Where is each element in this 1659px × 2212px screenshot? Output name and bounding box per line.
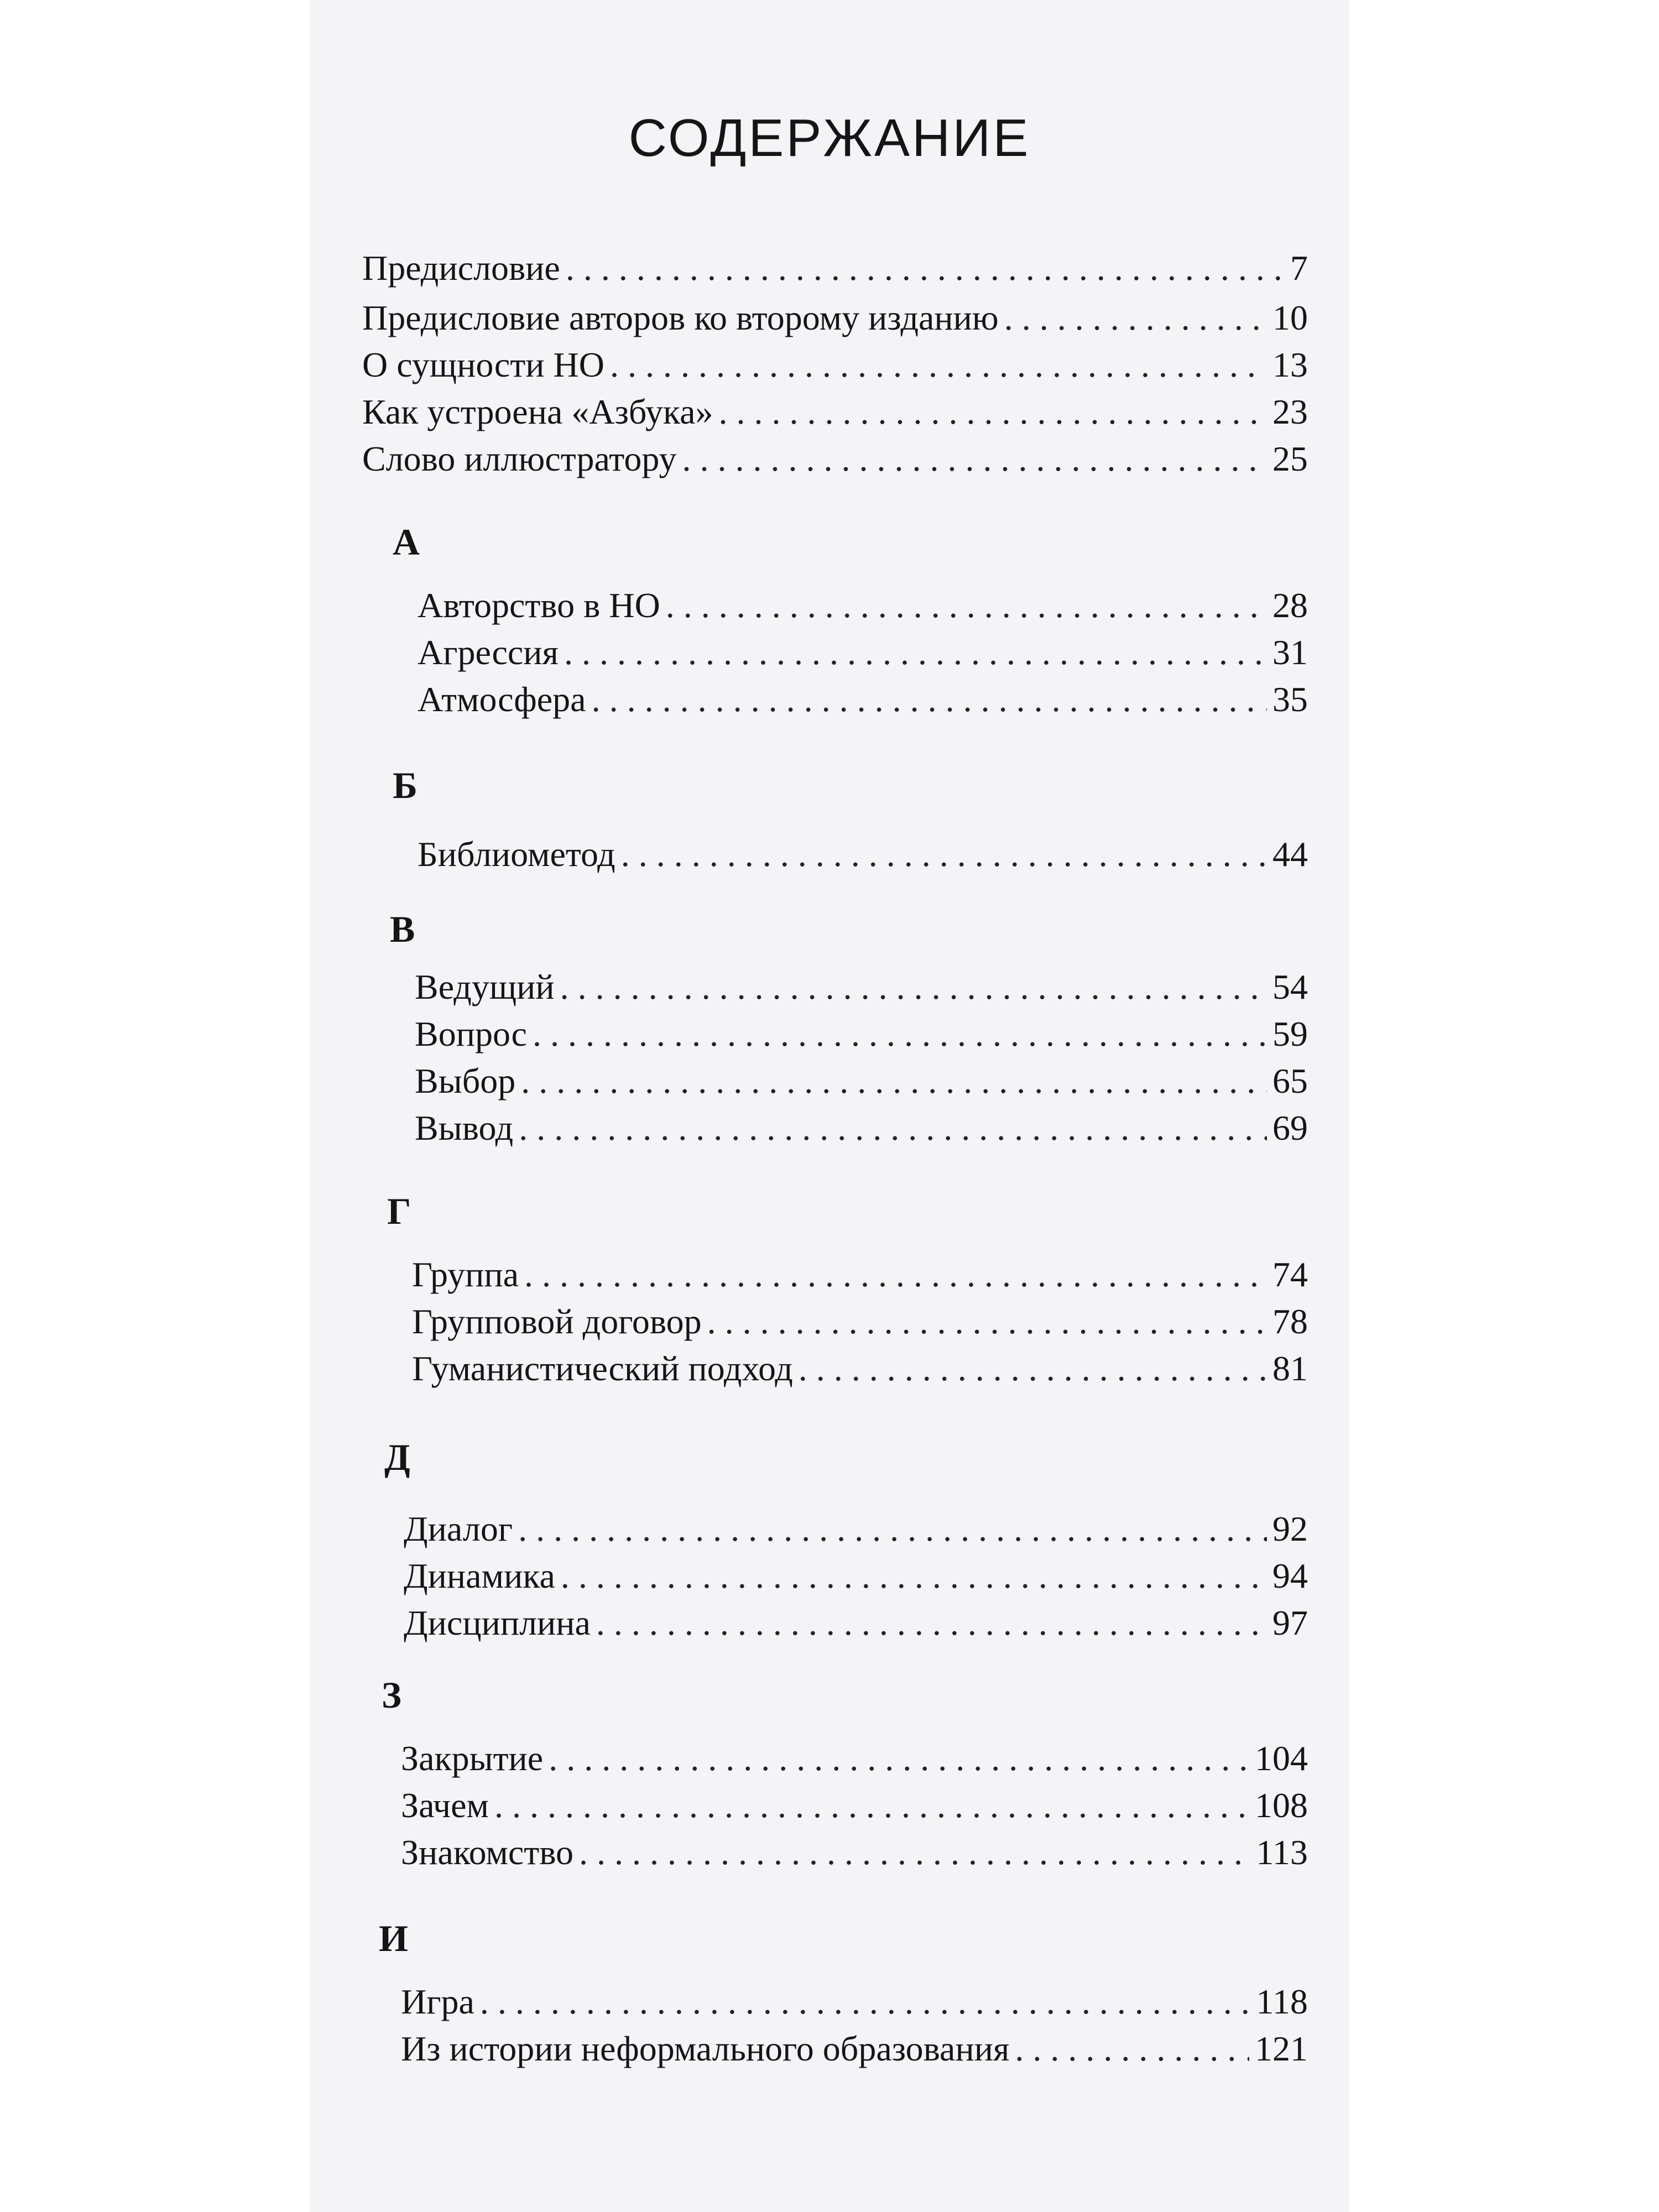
entry-label: Слово иллюстратору: [362, 439, 677, 478]
toc-entry: [401, 1736, 1308, 1781]
entry-page: 78: [1272, 1302, 1308, 1341]
dot-leader: [799, 1347, 1267, 1391]
section-letter: Г: [387, 1190, 411, 1232]
toc-entry: [404, 1507, 1308, 1551]
dot-leader: [1004, 296, 1267, 340]
dot-leader: [666, 583, 1267, 628]
entry-label: Библиометод: [418, 834, 615, 874]
entry-page: 108: [1255, 1786, 1308, 1825]
dot-leader: [494, 1783, 1249, 1828]
toc-entry: [401, 1830, 1308, 1875]
dot-leader: [518, 1507, 1267, 1551]
entry-page: 10: [1272, 298, 1308, 337]
entry-page: 113: [1256, 1833, 1308, 1872]
entry-page: 92: [1272, 1509, 1308, 1548]
dot-leader: [533, 1012, 1267, 1056]
dot-leader: [682, 437, 1267, 481]
section-letter: Б: [393, 764, 418, 806]
entry-label: Зачем: [401, 1786, 489, 1825]
entry-page: 94: [1272, 1556, 1308, 1595]
section-letter: А: [393, 521, 420, 563]
entry-page: 44: [1272, 834, 1308, 874]
toc-entry: [418, 832, 1308, 877]
dot-leader: [549, 1736, 1249, 1781]
dot-leader: [524, 1253, 1267, 1297]
dot-leader: [592, 677, 1267, 722]
toc-entry: [415, 1012, 1308, 1056]
entry-page: 69: [1272, 1108, 1308, 1147]
entry-page: 65: [1272, 1061, 1308, 1100]
toc-entry: [404, 1601, 1308, 1645]
toc-entry: [401, 1980, 1308, 2024]
entry-label: Знакомство: [401, 1833, 573, 1872]
entry-label: Групповой договор: [412, 1302, 702, 1341]
toc-entry: [401, 1783, 1308, 1828]
entry-label: Атмосфера: [418, 680, 586, 719]
toc-entry: [418, 630, 1308, 675]
entry-label: Дисциплина: [404, 1603, 591, 1642]
dot-leader: [621, 832, 1267, 877]
toc-entry: [362, 246, 1308, 290]
page-title: СОДЕРЖАНИЕ: [628, 108, 1031, 168]
entry-label: О сущности НО: [362, 345, 604, 384]
entry-page: 35: [1272, 680, 1308, 719]
entry-label: Закрытие: [401, 1739, 544, 1778]
toc-entry: [404, 1554, 1308, 1598]
entry-page: 13: [1272, 345, 1308, 384]
entry-page: 81: [1272, 1349, 1308, 1388]
toc-entry: [412, 1300, 1308, 1344]
entry-page: 97: [1272, 1603, 1308, 1642]
toc-entry: [412, 1253, 1308, 1297]
entry-label: Предисловие: [362, 248, 560, 288]
entry-page: 28: [1272, 586, 1308, 625]
dot-leader: [521, 1059, 1267, 1103]
entry-label: Диалог: [404, 1509, 513, 1548]
toc-entry: [401, 2027, 1308, 2071]
dot-leader: [610, 343, 1267, 387]
entry-label: Из истории неформального образования: [401, 2029, 1010, 2068]
section-letter: И: [379, 1917, 408, 1959]
toc-entry: [412, 1347, 1308, 1391]
dot-leader: [519, 1106, 1267, 1150]
dot-leader: [1015, 2027, 1249, 2071]
entry-label: Группа: [412, 1255, 519, 1294]
toc-entry: [415, 1106, 1308, 1150]
entry-page: 121: [1255, 2029, 1308, 2068]
toc-entry: [415, 965, 1308, 1009]
book-page: [310, 0, 1349, 2212]
entry-label: Гуманистический подход: [412, 1349, 793, 1388]
section-letter: Д: [384, 1436, 410, 1478]
toc-entry: [362, 437, 1308, 481]
dot-leader: [579, 1830, 1250, 1875]
toc-entry: [362, 390, 1308, 434]
dot-leader: [566, 246, 1285, 290]
dot-leader: [719, 390, 1267, 434]
entry-label: Как устроена «Азбука»: [362, 392, 713, 431]
dot-leader: [596, 1601, 1267, 1645]
entry-page: 74: [1272, 1255, 1308, 1294]
entry-label: Ведущий: [415, 967, 555, 1006]
entry-label: Авторство в НО: [418, 586, 660, 625]
entry-page: 25: [1272, 439, 1308, 478]
entry-label: Вопрос: [415, 1014, 527, 1053]
entry-page: 23: [1272, 392, 1308, 431]
entry-page: 59: [1272, 1014, 1308, 1053]
entry-label: Игра: [401, 1982, 474, 2021]
entry-label: Выбор: [415, 1061, 516, 1100]
entry-page: 104: [1255, 1739, 1308, 1778]
dot-leader: [560, 965, 1267, 1009]
entry-page: 7: [1290, 248, 1308, 288]
section-letter: З: [382, 1674, 401, 1716]
entry-label: Динамика: [404, 1556, 555, 1595]
entry-label: Агрессия: [418, 633, 559, 672]
entry-label: Вывод: [415, 1108, 514, 1147]
entry-page: 118: [1256, 1982, 1308, 2021]
entry-label: Предисловие авторов ко второму изданию: [362, 298, 999, 337]
dot-leader: [561, 1554, 1267, 1598]
toc-entry: [415, 1059, 1308, 1103]
toc-entry: [362, 343, 1308, 387]
dot-leader: [707, 1300, 1267, 1344]
dot-leader: [480, 1980, 1251, 2024]
toc-entry: [362, 296, 1308, 340]
toc-entry: [418, 677, 1308, 722]
dot-leader: [564, 630, 1267, 675]
toc-entry: [418, 583, 1308, 628]
section-letter: В: [390, 908, 415, 950]
entry-page: 54: [1272, 967, 1308, 1006]
entry-page: 31: [1272, 633, 1308, 672]
